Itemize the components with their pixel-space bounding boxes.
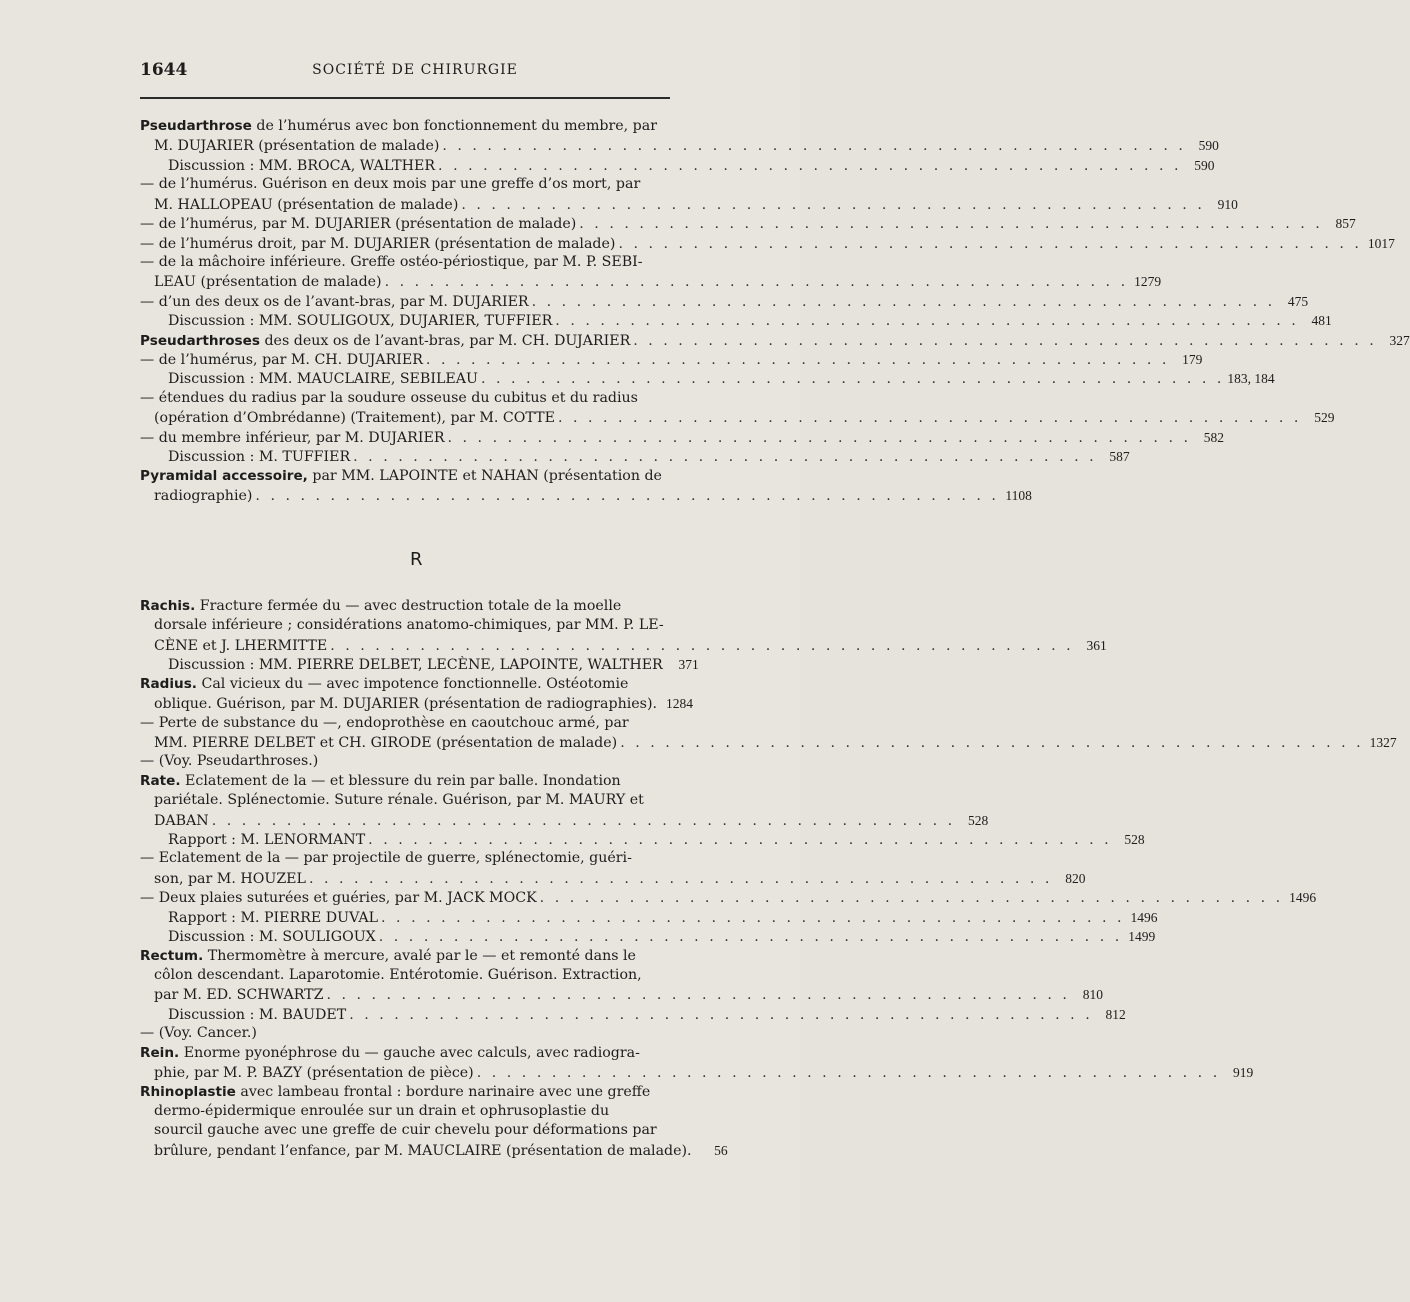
index-line [140, 694, 693, 713]
index-entry-body: — de l’humérus, par M. DUJARIER (présentation de malade) [140, 216, 577, 233]
index-entry-body: dorsale inférieure ; considérations anatomo-chimiques, par MM. P. LE- [154, 617, 664, 634]
index-line [140, 636, 1107, 655]
index-section-r [140, 597, 1397, 1160]
index-line [140, 175, 670, 194]
index-line [140, 117, 670, 136]
index-entry-body: Discussion : M. BAUDET [168, 1006, 347, 1023]
index-line [140, 1083, 670, 1102]
page-number: 1644 [140, 60, 188, 80]
index-line [140, 655, 699, 674]
leader-dots: . . . . . . . . . . . . . . . . . . . . . . . . . . . . . . . . . . . . . . . . . . . . . . . . . . [378, 929, 1123, 946]
page-reference: 361 [1086, 637, 1107, 653]
leader-dots: . . . . . . . . . . . . . . . . . . . . . . . . . . . . . . . . . . . . . . . . . . . . . . . . . . [531, 293, 1276, 310]
page-reference: 528 [1124, 832, 1145, 848]
index-line [140, 156, 1215, 175]
index-headword: Pseudarthrose [140, 118, 252, 134]
page-reference: 1017 [1367, 235, 1395, 251]
index-headword: Rectum. [140, 947, 204, 964]
index-entry-text [168, 157, 435, 176]
leader-dots: . . . . . . . . . . . . . . . . . . . . . . . . . . . . . . . . . . . . . . . . . . . . . . . . . . [211, 812, 956, 829]
index-line [140, 1044, 670, 1063]
index-line [140, 597, 670, 616]
index-line [140, 428, 1224, 447]
index-line [140, 714, 670, 733]
index-line [140, 467, 670, 486]
index-entry-body: côlon descendant. Laparotomie. Entérotomie. Guérison. Extraction, [154, 967, 642, 984]
leader-dots: . . . . . . . . . . . . . . . . . . . . . . . . . . . . . . . . . . . . . . . . . . . . . . . . . . [579, 216, 1323, 233]
index-entry-body: DABAN [154, 812, 209, 829]
index-line [140, 408, 1335, 427]
index-entry-body: — de l’humérus droit, par M. DUJARIER (présentation de malade) [140, 235, 616, 252]
index-entry-body: — de la mâchoire inférieure. Greffe ostéo-périostique, par M. P. SEBI- [140, 253, 643, 270]
page-reference: 1499 [1128, 929, 1156, 945]
index-entry-body: — Eclatement de la — par projectile de guerre, splénectomie, guéri- [140, 850, 632, 867]
index-entry-text [154, 812, 209, 831]
index-entry-text [140, 675, 628, 694]
index-entry-body: Rapport : M. PIERRE DUVAL [168, 909, 379, 926]
index-line [140, 849, 670, 868]
header-rule [140, 97, 670, 99]
index-entry-body: — d’un des deux os de l’avant-bras, par M. DUJARIER [140, 293, 529, 310]
index-entry-text [168, 909, 378, 928]
index-line [140, 752, 670, 771]
index-entry-text [140, 467, 662, 486]
index-entry-body: Discussion : MM. PIERRE DELBET, LECÈNE, LAPOINTE, WALTHER [168, 657, 663, 674]
index-line [140, 1102, 670, 1121]
page-reference: 1279 [1134, 274, 1162, 290]
index-headword: Radius. [140, 675, 197, 692]
index-entry-text [140, 889, 537, 908]
index-entry-text [140, 849, 632, 868]
index-entry-body: Rapport : M. LENORMANT [168, 832, 366, 849]
index-entry-text [140, 215, 576, 234]
index-line [140, 966, 670, 985]
index-entry-body: oblique. Guérison, par M. DUJARIER (présentation de radiographies). [154, 696, 657, 713]
index-entry-text [154, 1064, 474, 1083]
leader-dots: . . . . . . . . . . . . . . . . . . . . . . . . . . . . . . . . . . . . . . . . . . . . . . . . . . [330, 637, 1074, 654]
page-reference: 327 [1389, 332, 1410, 348]
index-entry-body: sourcil gauche avec une greffe de cuir chevelu pour déformations par [154, 1122, 657, 1139]
index-entry-text [168, 831, 365, 850]
index-entry-text [154, 1121, 657, 1140]
leader-dots: . . . . . . . . . . . . . . . . . . . . . . . . . . . . . . . . . . . . . . . . . . . . . . . . . . [368, 832, 1112, 849]
index-entry-text [140, 117, 657, 136]
index-entry-text [140, 429, 445, 448]
leader-dots: . . . . . . . . . . . . . . . . . . . . . . . . . . . . . . . . . . . . . . . . . . . . . . . . . . [326, 987, 1070, 1004]
index-entry-text [154, 791, 644, 810]
index-entry-text [140, 175, 640, 194]
index-entry-text [154, 273, 382, 292]
index-line [140, 1121, 670, 1140]
index-line [140, 830, 1145, 849]
index-entry-text [140, 947, 636, 966]
leader-dots: . . . . . . . . . . . . . . . . . . . . . . . . . . . . . . . . . . . . . . . . . . . . . . . . . . [308, 870, 1053, 887]
index-section-p [140, 117, 1410, 505]
index-entry-body: — du membre inférieur, par M. DUJARIER [140, 429, 445, 446]
index-line [140, 350, 1203, 369]
index-entry-body: M. HALLOPEAU (présentation de malade) [154, 196, 459, 213]
page-reference: 481 [1311, 313, 1332, 329]
index-entry-text [168, 312, 552, 331]
index-line [140, 234, 1395, 253]
index-entry-body: de l’humérus avec bon fonctionnement du membre, par [251, 118, 657, 134]
index-entry-body: phie, par M. P. BAZY (présentation de pièce) [154, 1065, 474, 1082]
index-entry-text [154, 870, 306, 889]
index-entry-text [140, 752, 318, 771]
index-entry-text [140, 389, 638, 408]
index-entry-body: brûlure, pendant l’enfance, par M. MAUCLAIRE (présentation de malade). [154, 1142, 692, 1159]
index-entry-body: — Deux plaies suturées et guéries, par M. JACK MOCK [140, 890, 537, 907]
index-headword: Rate. [140, 772, 181, 789]
index-entry-body: Discussion : MM. SOULIGOUX, DUJARIER, TUFFIER [168, 313, 553, 330]
page-reference: 179 [1182, 352, 1203, 368]
index-entry-text [154, 409, 555, 428]
page-reference: 582 [1203, 429, 1224, 445]
index-entry-text [140, 1083, 650, 1102]
index-headword: Rhinoplastie [140, 1083, 236, 1100]
page-reference: 1496 [1130, 909, 1158, 925]
index-entry-body: M. DUJARIER (présentation de malade) [154, 138, 440, 155]
index-entry-body: CÈNE et J. LHERMITTE [154, 637, 328, 654]
index-entry-body: Thermomètre à mercure, avalé par le — et remonté dans le [203, 947, 636, 964]
page-reference: 1496 [1289, 890, 1317, 906]
index-line [140, 369, 1275, 388]
index-entry-body: par MM. LAPOINTE et NAHAN (présentation de [307, 467, 662, 484]
index-line [140, 811, 989, 830]
leader-dots: . . . . . . . . . . . . . . . . . . . . . . . . . . . . . . . . . . . . . . . . . . . . . . . . . . [353, 449, 1097, 466]
leader-dots: . . . . . . . . . . . . . . . . . . . . . . . . . . . . . . . . . . . . . . . . . . . . . . . . . . [349, 1006, 1093, 1023]
index-entry-body: — étendues du radius par la soudure osseuse du cubitus et du radius [140, 389, 638, 406]
index-line [140, 331, 1410, 350]
index-entry-body: Enorme pyonéphrose du — gauche avec calculs, avec radiogra- [179, 1044, 640, 1061]
page-reference: 590 [1194, 157, 1215, 173]
index-entry-text [168, 928, 376, 947]
index-entry-body: son, par M. HOUZEL [154, 870, 306, 887]
index-line [140, 1063, 1254, 1082]
index-line [140, 733, 1397, 752]
index-entry-body: MM. PIERRE DELBET et CH. GIRODE (présentation de malade) [154, 734, 618, 751]
page-reference: 1284 [665, 696, 693, 712]
page-reference: 1108 [1005, 488, 1032, 504]
section-letter: R [410, 549, 423, 570]
leader-dots: . . . . . . . . . . . . . . . . . . . . . . . . . . . . . . . . . . . . . . . . . . . . . . . . . . [633, 332, 1377, 349]
leader-dots: . . . . . . . . . . . . . . . . . . . . . . . . . . . . . . . . . . . . . . . . . . . . . . . . . . [557, 410, 1302, 427]
leader-dots: . . . . . . . . . . . . . . . . . . . . . . . . . . . . . . . . . . . . . . . . . . . . . . . . . . [480, 371, 1225, 388]
index-entry-body: radiographie) [154, 488, 253, 505]
index-line [140, 272, 1162, 291]
page-reference: 529 [1314, 410, 1335, 426]
index-entry-text [140, 351, 423, 370]
page-reference: 371 [678, 657, 699, 673]
leader-dots: . . . . . . . . . . . . . . . . . . . . . . . . . . . . . . . . . . . . . . . . . . . . . . . . . . [381, 909, 1125, 926]
index-line [140, 214, 1356, 233]
page-reference: 56 [714, 1142, 728, 1158]
index-entry-text [168, 1006, 346, 1025]
index-entry-text [140, 1024, 257, 1043]
index-line [140, 1141, 728, 1160]
page-reference: 812 [1105, 1006, 1126, 1022]
index-entry-text [154, 986, 323, 1005]
index-entry-body: des deux os de l’avant-bras, par M. CH. DUJARIER [259, 332, 631, 349]
page-reference: 475 [1287, 293, 1309, 309]
running-title: SOCIÉTÉ DE CHIRURGIE [312, 62, 518, 78]
index-entry-text [154, 966, 642, 985]
page-reference: 183, 184 [1227, 371, 1275, 387]
leader-dots: . . . . . . . . . . . . . . . . . . . . . . . . . . . . . . . . . . . . . . . . . . . . . . . . . . [555, 313, 1299, 330]
index-entry-body: Discussion : M. SOULIGOUX [168, 929, 376, 946]
index-line [140, 447, 1130, 466]
leader-dots: . . . . . . . . . . . . . . . . . . . . . . . . . . . . . . . . . . . . . . . . . . . . . . . . . . [425, 352, 1170, 369]
index-entry-body: Discussion : MM. BROCA, WALTHER [168, 157, 436, 174]
index-line [140, 888, 1317, 907]
index-line [140, 136, 1219, 155]
leader-dots: . . . . . . . . . . . . . . . . . . . . . . . . . . . . . . . . . . . . . . . . . . . . . . . . . . [442, 138, 1186, 155]
page-reference: 910 [1217, 196, 1238, 212]
index-line [140, 947, 670, 966]
index-entry-body: — de l’humérus, par M. CH. DUJARIER [140, 352, 423, 369]
index-entry-text [140, 332, 630, 351]
leader-dots: . . . . . . . . . . . . . . . . . . . . . . . . . . . . . . . . . . . . . . . . . . . . . . . . . . [255, 488, 999, 505]
index-entry-body: Discussion : M. TUFFIER [168, 449, 351, 466]
index-entry-text [154, 1102, 609, 1121]
index-line [140, 1024, 670, 1043]
leader-dots: . . . . . . . . . . . . . . . . . . . . . . . . . . . . . . . . . . . . . . . . . . . . . . . . . . [618, 235, 1362, 252]
index-entry-body: — (Voy. Pseudarthroses.) [140, 753, 319, 770]
index-line [140, 675, 670, 694]
index-entry-body: (opération d’Ombrédanne) (Traitement), par M. COTTE [154, 410, 555, 427]
index-entry-body: — de l’humérus. Guérison en deux mois par une greffe d’os mort, par [140, 176, 641, 193]
index-entry-text [154, 734, 617, 753]
index-entry-body: avec lambeau frontal : bordure narinaire avec une greffe [235, 1083, 651, 1100]
index-entry-text [154, 196, 458, 215]
page-reference: 919 [1232, 1065, 1254, 1081]
page-reference: 857 [1335, 216, 1356, 232]
index-headword: Pseudarthroses [140, 332, 260, 349]
index-line [140, 985, 1103, 1004]
index-entry-text [140, 235, 615, 254]
leader-dots: . . . . . . . . . . . . . . . . . . . . . . . . . . . . . . . . . . . . . . . . . . . . . . . . . . [438, 157, 1182, 174]
index-entry-body: par M. ED. SCHWARTZ [154, 987, 324, 1004]
index-entry-body: LEAU (présentation de malade) [154, 274, 382, 291]
index-entry-text [154, 637, 327, 656]
index-line [140, 616, 670, 635]
index-entry-text [168, 370, 478, 389]
index-entry-text [168, 656, 663, 675]
index-line [140, 1005, 1126, 1024]
page-reference: 810 [1082, 987, 1103, 1003]
page-reference: 1327 [1369, 734, 1397, 750]
leader-dots: . . . . . . . . . . . . . . . . . . . . . . . . . . . . . . . . . . . . . . . . . . . . . . . . . . [461, 196, 1205, 213]
leader-dots: . . . . . . . . . . . . . . . . . . . . . . . . . . . . . . . . . . . . . . . . . . . . . . . . . . [476, 1065, 1221, 1082]
index-headword: Rein. [140, 1044, 180, 1061]
leader-dots: . . . . . . . . . . . . . . . . . . . . . . . . . . . . . . . . . . . . . . . . . . . . . . . . . . [539, 890, 1284, 907]
page-reference: 590 [1198, 138, 1219, 154]
index-headword: Pyramidal accessoire, [140, 467, 308, 484]
index-line [140, 389, 670, 408]
index-entry-body: Fracture fermée du — avec destruction totale de la moelle [195, 598, 622, 614]
index-entry-body: — (Voy. Cancer.) [140, 1025, 257, 1042]
index-line [140, 791, 670, 810]
running-head [140, 60, 670, 86]
index-entry-text [154, 695, 657, 714]
index-entry-text [140, 714, 629, 733]
index-entry-text [140, 253, 643, 272]
index-line [140, 908, 1158, 927]
index-entry-body: dermo-épidermique enroulée sur un drain et ophrusoplastie du [154, 1102, 610, 1119]
index-entry-body: — Perte de substance du —, endoprothèse en caoutchouc armé, par [140, 714, 629, 731]
index-entry-text [154, 487, 252, 506]
index-line [140, 927, 1156, 946]
index-line [140, 311, 1332, 330]
index-entry-text [140, 293, 529, 312]
page-reference: 587 [1109, 449, 1130, 465]
index-line [140, 869, 1086, 888]
index-line [140, 486, 1032, 505]
leader-dots: . . . . . . . . . . . . . . . . . . . . . . . . . . . . . . . . . . . . . . . . . . . . . . . . . . [447, 429, 1191, 446]
leader-dots: . . . . . . . . . . . . . . . . . . . . . . . . . . . . . . . . . . . . . . . . . . . . . . . . . . [620, 734, 1364, 751]
page-reference: 528 [967, 812, 989, 828]
index-entry-text [140, 772, 621, 791]
index-line [140, 292, 1309, 311]
index-entry-body: pariétale. Splénectomie. Suture rénale. Guérison, par M. MAURY et [154, 792, 644, 809]
index-entry-text [140, 1044, 640, 1063]
index-entry-body: Cal vicieux du — avec impotence fonctionnelle. Ostéotomie [196, 675, 629, 692]
index-entry-text [154, 1142, 692, 1161]
index-entry-body: Eclatement de la — et blessure du rein par balle. Inondation [180, 772, 621, 789]
page-reference: 820 [1065, 870, 1086, 886]
leader-dots: . . . . . . . . . . . . . . . . . . . . . . . . . . . . . . . . . . . . . . . . . . . . . . . . . . [384, 274, 1129, 291]
index-entry-text [154, 616, 664, 635]
index-entry-text [168, 448, 350, 467]
index-entry-text [140, 597, 621, 616]
index-entry-body: Discussion : MM. MAUCLAIRE, SEBILEAU [168, 371, 478, 388]
index-headword: Rachis. [140, 598, 196, 614]
index-line [140, 253, 670, 272]
index-line [140, 772, 670, 791]
index-entry-text [154, 137, 439, 156]
index-line [140, 195, 1238, 214]
